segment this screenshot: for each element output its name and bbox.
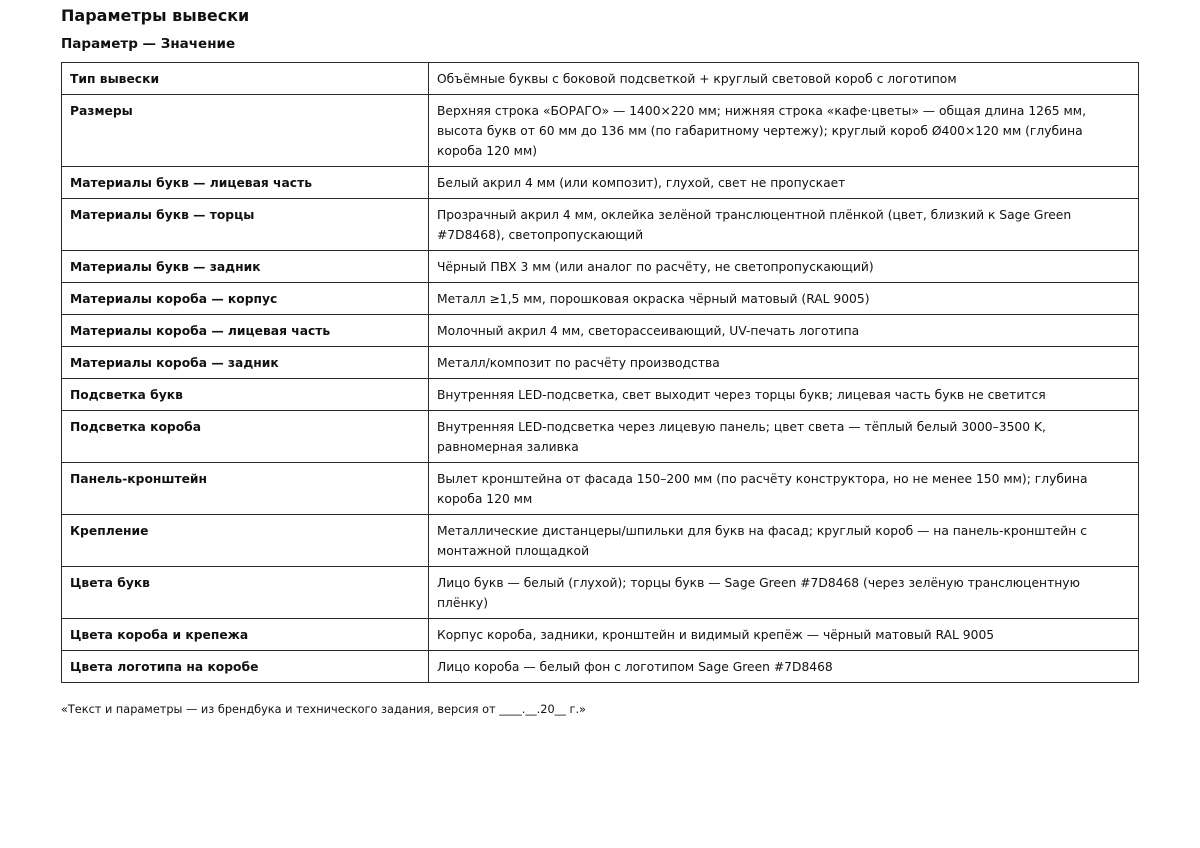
table-row	[62, 283, 1139, 315]
param-cell: Материалы короба — корпус	[62, 283, 429, 315]
value-cell: Внутренняя LED-подсветка, свет выходит через торцы букв; лицевая часть букв не светится	[429, 379, 1139, 411]
parameters-table-body	[62, 63, 1139, 683]
value-cell: Объёмные буквы с боковой подсветкой + круглый световой короб с логотипом	[429, 63, 1139, 95]
param-cell: Размеры	[62, 95, 429, 167]
param-cell: Материалы короба — лицевая часть	[62, 315, 429, 347]
table-row	[62, 95, 1139, 167]
param-cell: Материалы букв — лицевая часть	[62, 167, 429, 199]
param-cell: Материалы букв — задник	[62, 251, 429, 283]
document-footnote: «Текст и параметры — из брендбука и технического задания, версия от ____.__.20__ г.»	[61, 703, 586, 716]
table-row	[62, 651, 1139, 683]
param-cell: Материалы букв — торцы	[62, 199, 429, 251]
document-title: Параметры вывески	[61, 6, 250, 25]
value-cell: Лицо букв — белый (глухой); торцы букв — Sage Green #7D8468 (через зелёную транслюцентную плёнку)	[429, 567, 1139, 619]
table-row	[62, 199, 1139, 251]
table-row	[62, 515, 1139, 567]
param-cell: Тип вывески	[62, 63, 429, 95]
value-cell: Чёрный ПВХ 3 мм (или аналог по расчёту, не светопропускающий)	[429, 251, 1139, 283]
table-row	[62, 63, 1139, 95]
value-cell: Верхняя строка «БОРАГО» — 1400×220 мм; нижняя строка «кафе·цветы» — общая длина 1265 мм, высота букв от 60 мм до 136 мм (по габаритному чертежу); круглый короб Ø400×120 мм (глубина короба 120 мм)	[429, 95, 1139, 167]
table-row	[62, 251, 1139, 283]
value-cell: Металл ≥1,5 мм, порошковая окраска чёрный матовый (RAL 9005)	[429, 283, 1139, 315]
value-cell: Лицо короба — белый фон с логотипом Sage Green #7D8468	[429, 651, 1139, 683]
table-row	[62, 567, 1139, 619]
table-row	[62, 347, 1139, 379]
value-cell: Вылет кронштейна от фасада 150–200 мм (по расчёту конструктора, но не менее 150 мм); глубина короба 120 мм	[429, 463, 1139, 515]
table-row	[62, 411, 1139, 463]
param-cell: Подсветка короба	[62, 411, 429, 463]
table-row	[62, 619, 1139, 651]
value-cell: Молочный акрил 4 мм, светорассеивающий, UV-печать логотипа	[429, 315, 1139, 347]
param-cell: Материалы короба — задник	[62, 347, 429, 379]
value-cell: Металл/композит по расчёту производства	[429, 347, 1139, 379]
parameters-table	[61, 62, 1139, 683]
table-row	[62, 315, 1139, 347]
value-cell: Корпус короба, задники, кронштейн и видимый крепёж — чёрный матовый RAL 9005	[429, 619, 1139, 651]
param-cell: Панель-кронштейн	[62, 463, 429, 515]
table-row	[62, 379, 1139, 411]
value-cell: Металлические дистанцеры/шпильки для букв на фасад; круглый короб — на панель-кронштейн с монтажной площадкой	[429, 515, 1139, 567]
value-cell: Внутренняя LED-подсветка через лицевую панель; цвет света — тёплый белый 3000–3500 K, равномерная заливка	[429, 411, 1139, 463]
param-cell: Крепление	[62, 515, 429, 567]
param-cell: Цвета букв	[62, 567, 429, 619]
table-row	[62, 463, 1139, 515]
document-subtitle: Параметр — Значение	[61, 36, 236, 52]
value-cell: Белый акрил 4 мм (или композит), глухой, свет не пропускает	[429, 167, 1139, 199]
value-cell: Прозрачный акрил 4 мм, оклейка зелёной транслюцентной плёнкой (цвет, близкий к Sage Green #7D8468), светопропускающий	[429, 199, 1139, 251]
param-cell: Цвета логотипа на коробе	[62, 651, 429, 683]
param-cell: Подсветка букв	[62, 379, 429, 411]
table-row	[62, 167, 1139, 199]
param-cell: Цвета короба и крепежа	[62, 619, 429, 651]
